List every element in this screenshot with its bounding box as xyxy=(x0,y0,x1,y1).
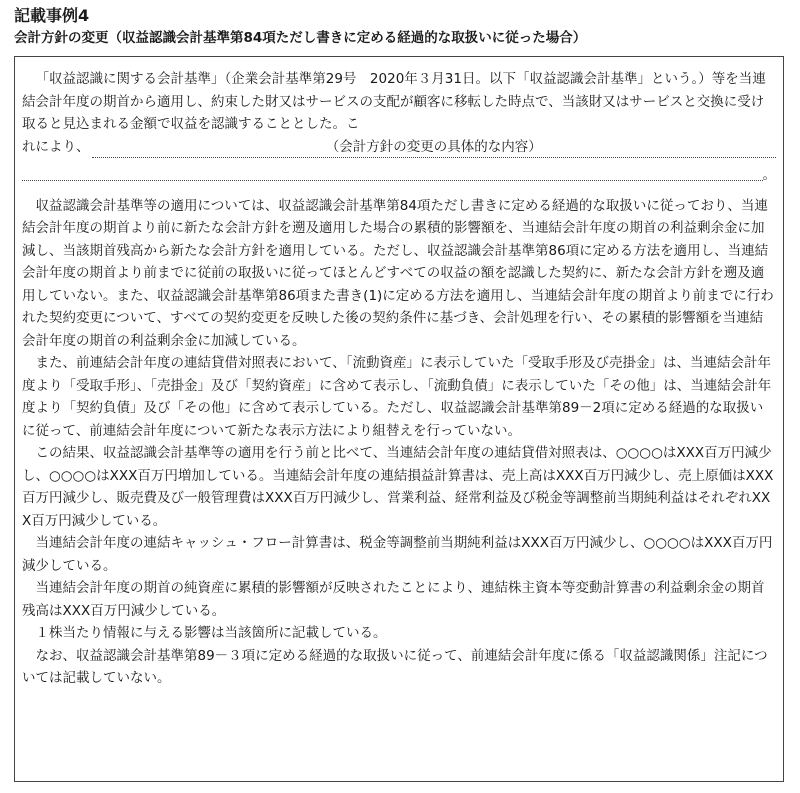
paragraph: 収益認識会計基準等の適用については、収益認識会計基準第84項ただし書きに定める経過的な取扱いに従っており、当連結会計年度の期首より前に新たな会計方針を遡及適用した場合の累積的影響額を、当連結会計年度の期首の利益剰余金に加減し、当該期首残高から新たな会計方針を適用している。ただし、収益認識会計基準第86項に定める方法を適用し、当連結会計年度の期首より前までに従前の取扱いに従ってほとんどすべての収益の額を認識した契約に、新たな会計方針を遡及適用していない。また、収益認識会計基準第86項また書き(1)に定める方法を適用し、当連結会計年度の期首より前までに行われた契約変更について、すべての契約変更を反映した後の契約条件に基づき、会計処理を行い、その累積的影響額を当連結会計年度の期首の利益剰余金に加減している。 xyxy=(22,197,774,349)
page-title: 記載事例4 xyxy=(14,6,90,25)
spacer xyxy=(22,185,776,195)
paragraph: この結果、収益認識会計基準等の適用を行う前と比べて、当連結会計年度の連結貸借対照表は、○○○○はXXX百万円減少し、○○○○はXXX百万円増加している。当連結会計年度の連結損益計算書は、売上高はXXX百万円減少し、売上原価はXXX百万円減少し、販売費及び一般管理費はXXX百万円減少し、営業利益、経常利益及び税金等調整前当期純利益はそれぞれXXX百万円減少している。 xyxy=(22,445,774,529)
content xyxy=(22,68,776,690)
placeholder-blank: （会計方針の変更の具体的な内容） xyxy=(92,137,777,158)
paragraph: 当連結会計年度の期首の純資産に累積的影響額が反映されたことにより、連結株主資本等変動計算書の利益剰余金の期首残高はXXX百万円減少している。 xyxy=(22,580,765,619)
intro-lead: れにより、 xyxy=(22,138,90,155)
blank-line xyxy=(22,162,776,185)
paragraph: なお、収益認識会計基準第89－３項に定める経過的な取扱いに従って、前連結会計年度に係る「収益認識関係」注記については記載していない。 xyxy=(22,647,768,686)
intro-end: 。 xyxy=(762,166,776,183)
paragraph: 当連結会計年度の連結キャッシュ・フロー計算書は、税金等調整前当期純利益はXXX百万円減少し、○○○○はXXX百万円減少している。 xyxy=(22,535,773,574)
intro-paragraph: 「収益認識に関する会計基準」（企業会計基準第29号 2020年３月31日。以下「収益認識会計基準」という。）等を当連結会計年度の期首から適用し、約束した財又はサービスの支配が顧客に移転した時点で、当該財又はサービスと交換に受け取ると見込まれる金額で収益を認識することとした。こ xyxy=(22,71,766,132)
paragraph: また、前連結会計年度の連結貸借対照表において、「流動資産」に表示していた「受取手形及び売掛金」は、当連結会計年度より「受取手形」、「売掛金」及び「契約資産」に含めて表示し、「流動負債」に表示していた「その他」は、当連結会計年度より「契約負債」及び「その他」に含めて表示している。ただし、収益認識会計基準第89－2項に定める経過的な取扱いに従って、前連結会計年度について新たな表示方法により組替えを行っていない。 xyxy=(22,355,772,439)
page-subtitle: 会計方針の変更（収益認識会計基準第84項ただし書きに定める経過的な取扱いに従った場合） xyxy=(14,30,587,46)
dotted-leader xyxy=(22,180,763,181)
intro-fill-row xyxy=(22,136,776,159)
paragraph: １株当たり情報に与える影響は当該箇所に記載している。 xyxy=(35,625,387,641)
